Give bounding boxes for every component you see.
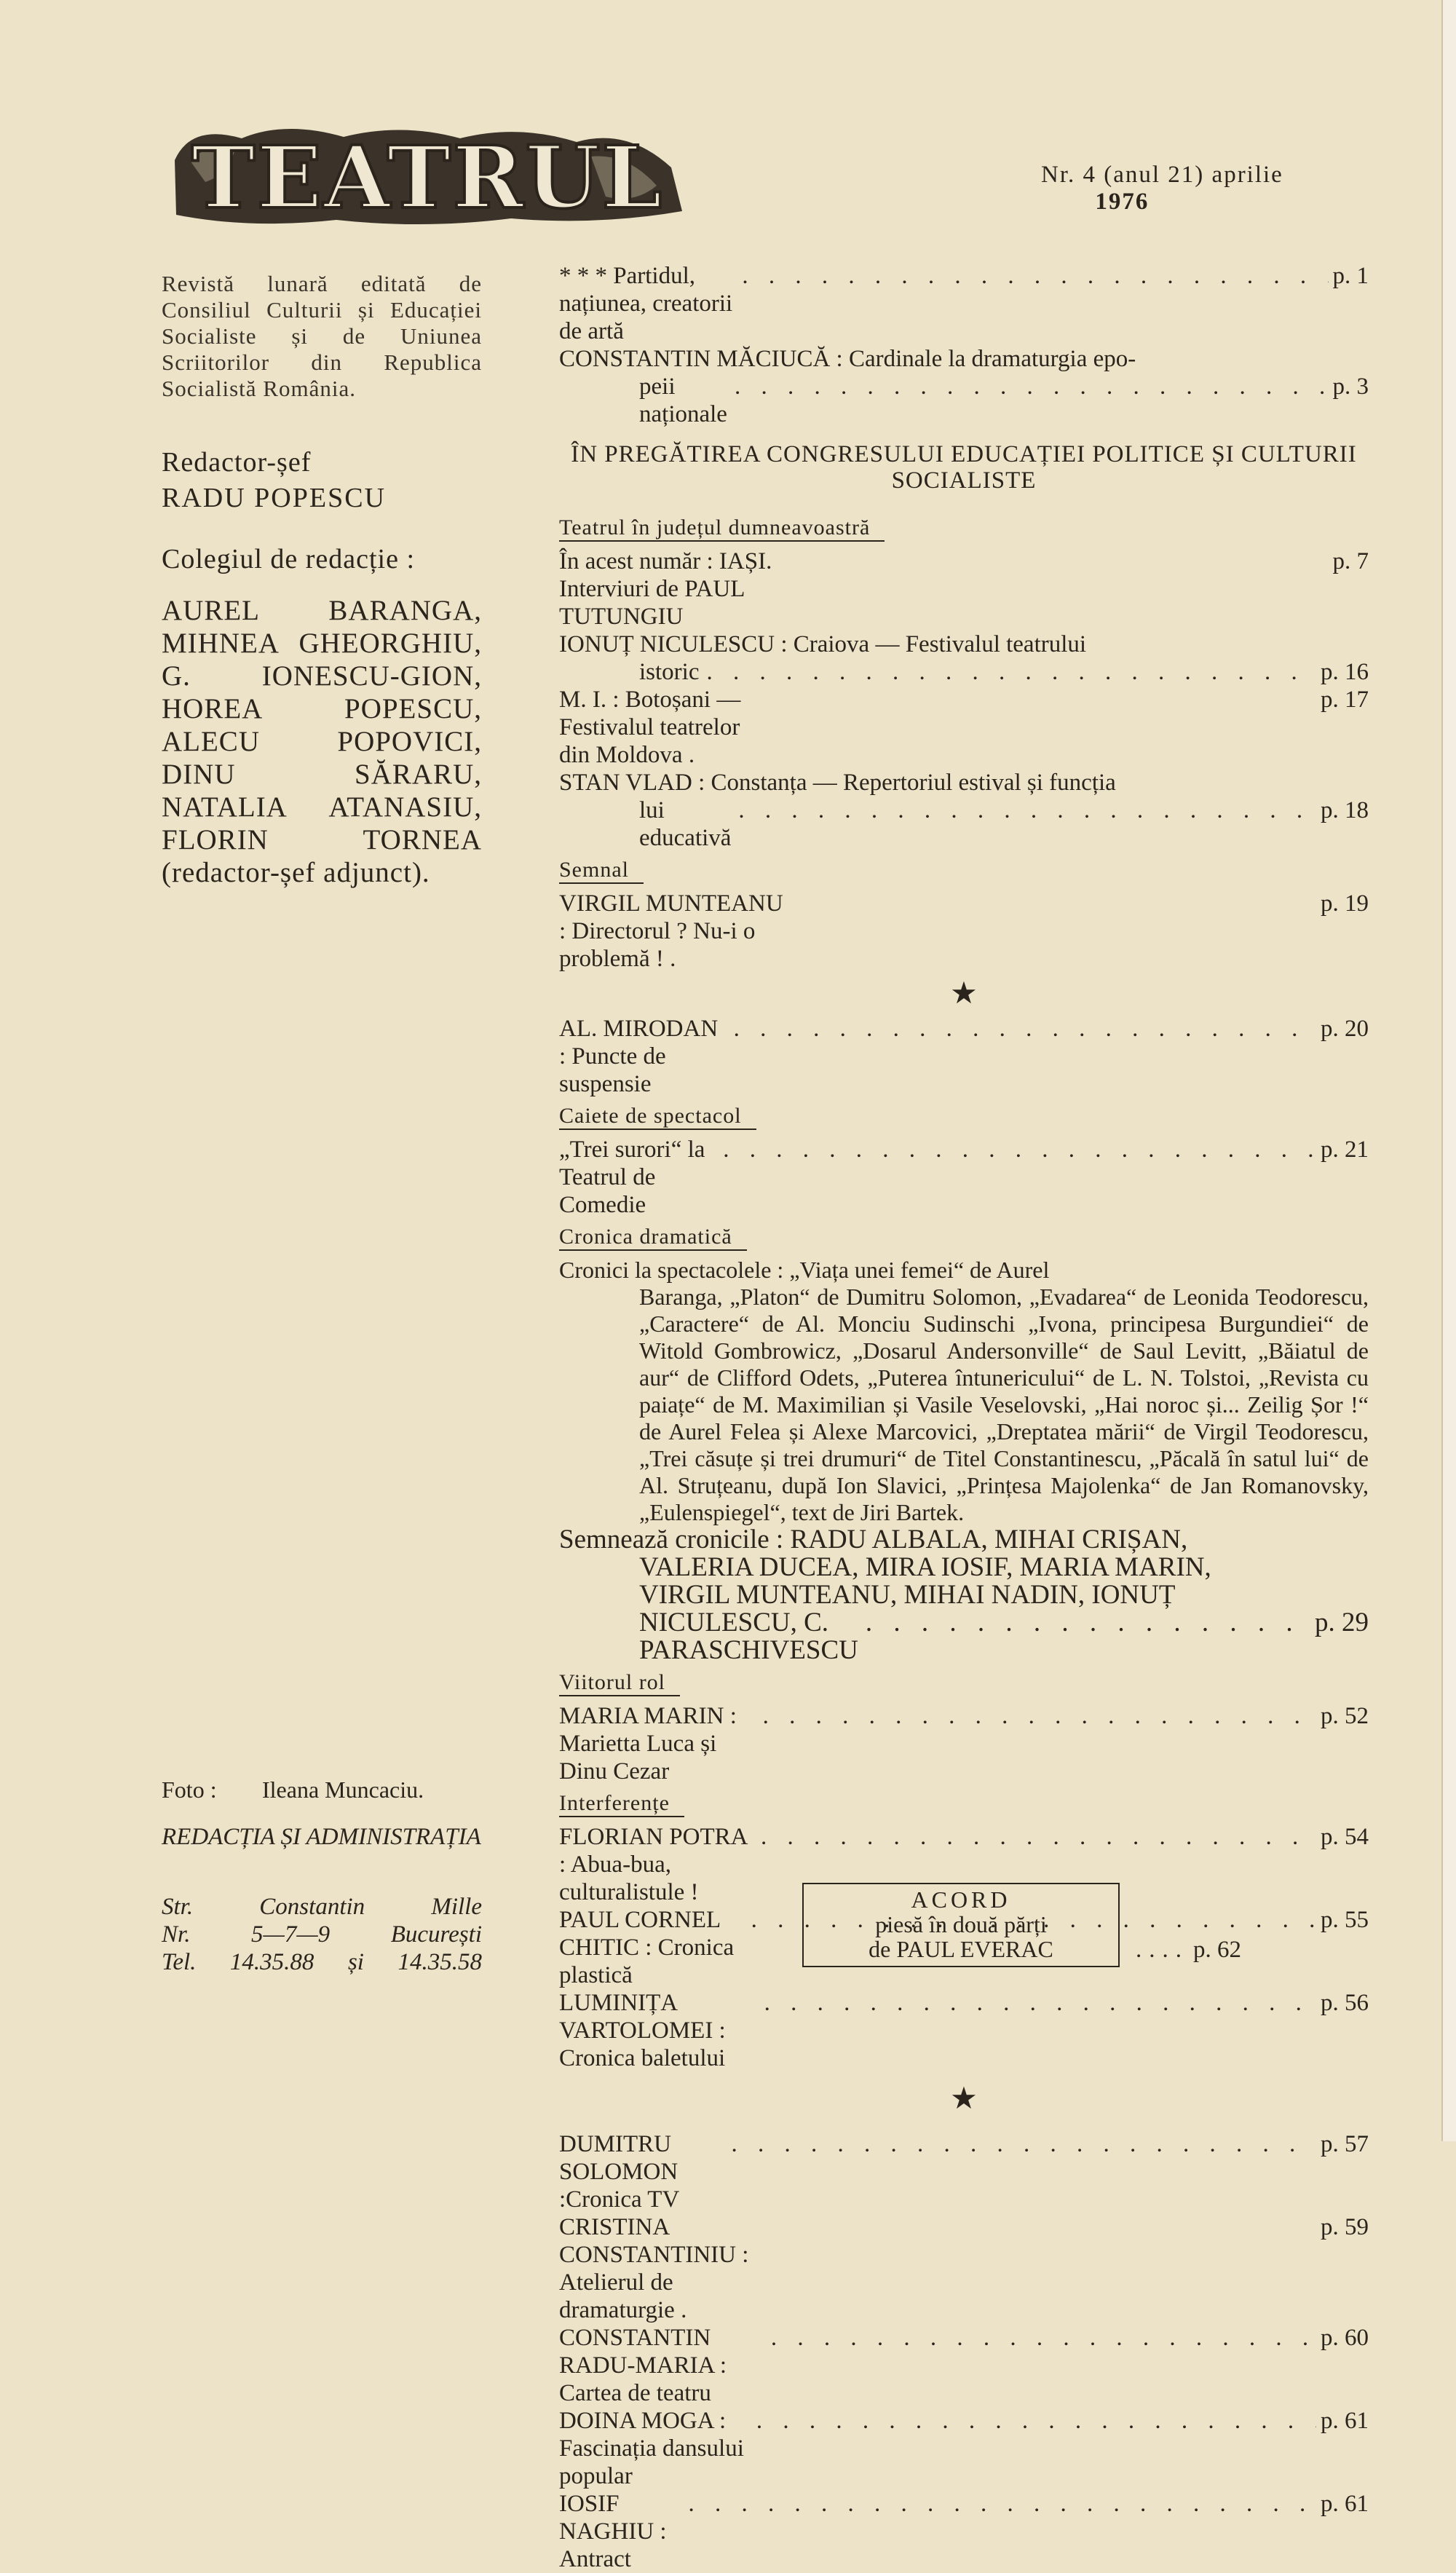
acord-author: de PAUL EVERAC	[869, 1936, 1053, 1962]
admin-label: REDACȚIA ȘI ADMINISTRAȚIA	[162, 1824, 481, 1850]
toc-entry-text: istoric	[639, 659, 700, 685]
toc-entry-text: * * * Partidul, națiunea, creatorii de artă	[559, 263, 733, 344]
addr-text: Nr.	[162, 1921, 191, 1948]
cronici-entry[interactable]	[559, 1257, 1369, 1526]
acord-title: ACORD	[911, 1886, 1011, 1913]
leader-dots	[727, 373, 1329, 400]
toc-entry-cont	[559, 658, 1369, 686]
issue-year: 1976	[1095, 189, 1150, 215]
leader-dots	[681, 2490, 1316, 2518]
issue-line: Nr. 4 (anul 21) aprilie	[1041, 162, 1283, 188]
toc-page: p. 1	[1332, 263, 1369, 289]
toc-entry[interactable]	[559, 686, 1369, 769]
addr-text: 14.35.88	[229, 1949, 314, 1975]
toc-entry[interactable]	[559, 2407, 1369, 2490]
logo-graphic	[162, 116, 693, 233]
table-of-contents	[559, 262, 1369, 2573]
sidebar	[162, 271, 482, 1975]
toc-entry[interactable]	[559, 2490, 1369, 2573]
toc-page: p. 55	[1321, 1907, 1369, 1933]
toc-page: p. 29	[1315, 1608, 1369, 1637]
toc-page: p. 20	[1321, 1016, 1369, 1042]
toc-page: p. 19	[1321, 890, 1369, 917]
toc-page: p. 3	[1332, 374, 1369, 400]
toc-entry-text: peii naționale	[639, 374, 727, 427]
toc-page: p. 62	[1193, 1937, 1241, 1963]
editor-name: RADU POPESCU	[162, 483, 387, 513]
toc-page: p. 54	[1321, 1824, 1369, 1850]
toc-entry[interactable]	[559, 769, 1369, 797]
leader-dots	[716, 1136, 1316, 1163]
section-label: Caiete de spectacol	[559, 1104, 756, 1130]
star-icon: ★	[950, 977, 978, 1011]
toc-entry-cont	[559, 373, 1369, 428]
toc-entry-text: STAN VLAD : Constanța — Repertoriul estival și funcția	[559, 770, 1116, 796]
toc-entry-cont	[559, 1609, 1369, 1664]
toc-page: p. 17	[1321, 687, 1369, 713]
signatories-text: VIRGIL MUNTEANU, MIHAI NADIN, IONUȚ	[639, 1580, 1176, 1610]
board-members: AUREL BARANGA, MIHNEA GHEORGHIU, G. IONESCU-GION, HOREA POPESCU, ALECU POPOVICI, DINU SĂRARU, NATALIA ATANASIU, FLORIN TORNEA (redactor-șef adjunct).	[162, 595, 482, 888]
acord-page-ref	[1136, 1937, 1241, 1964]
leader-dots: ....	[1136, 1937, 1189, 1963]
leader-dots	[724, 2130, 1316, 2158]
toc-entry[interactable]	[559, 1136, 1369, 1219]
toc-entry[interactable]	[559, 345, 1369, 373]
leader-dots	[757, 1989, 1316, 2017]
toc-entry-text: IONUȚ NICULESCU : Craiova — Festivalul teatrului	[559, 631, 1087, 657]
editor-role: Redactor-șef	[162, 447, 312, 478]
toc-entry[interactable]	[559, 548, 1369, 631]
addr-text: Str.	[162, 1894, 194, 1920]
leader-dots	[858, 1609, 1310, 1637]
toc-entry-text: În acest număr : IAȘI. Interviuri de PAUL TUTUNGIU	[559, 548, 772, 630]
toc-entry-text: CONSTANTIN RADU-MARIA : Cartea de teatru	[559, 2325, 727, 2406]
addr-text: 14.35.58	[397, 1949, 482, 1975]
section-label: Teatrul în județul dumneavoastră	[559, 515, 885, 542]
toc-entry[interactable]	[559, 631, 1369, 658]
page-edge	[1441, 0, 1456, 2141]
addr-text: Constantin	[259, 1894, 365, 1920]
toc-entry-text: VIRGIL MUNTEANU : Directorul ? Nu-i o problemă ! .	[559, 890, 783, 972]
section-label: Interferențe	[559, 1791, 684, 1817]
section-label: Semnal	[559, 858, 644, 884]
leader-dots	[731, 797, 1316, 824]
addr-text: București	[390, 1921, 482, 1948]
publisher-description: Revistă lunară editată de Consiliul Culturii și Educației Socialiste și de Uniunea Scriitorilor din Republica Socialistă România.	[162, 271, 482, 401]
photo-label: Foto :	[162, 1776, 217, 1803]
toc-page: p. 56	[1321, 1990, 1369, 2016]
leader-dots	[764, 2324, 1316, 2352]
addr-text: Tel.	[162, 1949, 197, 1975]
logo-text: TEATRUL	[191, 127, 664, 228]
toc-entry[interactable]	[559, 890, 1369, 973]
toc-entry-text: CONSTANTIN MĂCIUCĂ : Cardinale la dramaturgia epo-	[559, 346, 1136, 372]
signatories-text: NICULESCU, C. PARASCHIVESCU	[639, 1608, 858, 1665]
section-heading: ÎN PREGĂTIREA CONGRESULUI EDUCAȚIEI POLITICE ȘI CULTURII SOCIALISTE	[571, 441, 1357, 494]
toc-page: p. 52	[1321, 1703, 1369, 1729]
addr-text: 5—7—9	[251, 1921, 331, 1948]
photo-credit	[162, 1776, 482, 1803]
toc-entry-text: IOSIF NAGHIU : Antract	[559, 2491, 667, 2572]
toc-entry-text: LUMINIȚA VARTOLOMEI : Cronica baletului	[559, 1990, 726, 2071]
toc-entry-text: CRISTINA CONSTANTINIU : Atelierul de dramaturgie .	[559, 2214, 749, 2323]
toc-entry-cont	[559, 797, 1369, 852]
toc-entry[interactable]	[559, 1989, 1369, 2072]
leader-dots	[749, 2407, 1316, 2435]
toc-entry[interactable]	[559, 2213, 1369, 2324]
addr-text: Mille	[431, 1894, 482, 1920]
address	[162, 1893, 482, 1976]
toc-page: p. 61	[1321, 2408, 1369, 2434]
issue-info	[1041, 162, 1283, 216]
signatories-text: Semnează cronicile : RADU ALBALA, MIHAI CRIȘAN,	[559, 1525, 1188, 1554]
toc-entry[interactable]	[559, 262, 1369, 345]
toc-page: p. 16	[1321, 659, 1369, 685]
leader-dots	[699, 658, 1316, 686]
toc-entry-text: lui educativă	[639, 797, 732, 851]
leader-dots	[756, 1702, 1316, 1730]
toc-entry-text: DOINA MOGA : Fascinația dansului popular	[559, 2408, 744, 2489]
toc-page: p. 21	[1321, 1137, 1369, 1163]
leader-dots	[753, 1823, 1316, 1851]
toc-entry-text: AL. MIRODAN : Puncte de suspensie	[559, 1016, 719, 1097]
toc-entry-text: FLORIAN POTRA : Abua-bua, culturalistule !	[559, 1824, 747, 1905]
acord-subtitle: piesă în două părți	[875, 1911, 1047, 1937]
toc-entry-text: M. I. : Botoșani — Festivalul teatrelor din Moldova .	[559, 687, 741, 768]
signatories-entry[interactable]	[559, 1526, 1369, 1609]
toc-entry-text: DUMITRU SOLOMON :Cronica TV	[559, 2131, 680, 2213]
toc-page: p. 59	[1321, 2214, 1369, 2240]
toc-page: p. 57	[1321, 2131, 1369, 2157]
toc-entry-text: MARIA MARIN : Marietta Luca și Dinu Cezar	[559, 1703, 737, 1784]
toc-entry[interactable]	[559, 1702, 1369, 1785]
toc-page: p. 61	[1321, 2491, 1369, 2517]
toc-page: p. 60	[1321, 2325, 1369, 2351]
toc-entry[interactable]	[559, 2130, 1369, 2213]
toc-page: p. 7	[1332, 548, 1369, 574]
signatories-text: VALERIA DUCEA, MIRA IOSIF, MARIA MARIN,	[639, 1552, 1211, 1582]
cronici-text: Cronici la spectacolele : „Viața unei femei“ de Aurel	[559, 1257, 1050, 1283]
photo-name: Ileana Muncaciu.	[262, 1776, 424, 1803]
toc-entry-text: PAUL CORNEL CHITIC : Cronica plastică	[559, 1907, 735, 1988]
cronici-text: Baranga, „Platon“ de Dumitru Solomon, „Evadarea“ de Leonida Teodorescu, „Caractere“ de Al. Monciu Sudinschi „Ivona, principesa Burgundiei“ de Witold Gombrowicz, „Dosarul Andersonville“ de Saul Levitt, „Băiatul de aur“ de Clifford Odets, „Puterea întunericului“ de L. N. Tolstoi, „Revista cu paiațe“ de M. Maximilian și Vasile Veselovski, „Hai noroc și... Zeilig Șor !“ de Aurel Felea și Alexe Marcovici, „Dreptatea mării“ de Virgil Teodorescu, „Trei căsuțe și trei drumuri“ de Titel Constantinescu, „Păcală în satul lui“ de Al. Struțeanu, după Ion Slavici, „Prințesa Majolenka“ de Jan Romanovsky, „Eulenspiegel“, text de Jiri Bartek.	[639, 1284, 1369, 1525]
leader-dots	[735, 262, 1328, 290]
section-label: Viitorul rol	[559, 1670, 680, 1696]
board-label: Colegiul de redacție :	[162, 544, 416, 574]
toc-entry[interactable]	[559, 2324, 1369, 2407]
section-label: Cronica dramatică	[559, 1225, 747, 1251]
toc-entry-text: „Trei surori“ la Teatrul de Comedie	[559, 1137, 705, 1218]
leader-dots	[727, 1015, 1316, 1043]
masthead-logo	[162, 116, 693, 233]
toc-page: p. 18	[1321, 797, 1369, 823]
acord-box[interactable]	[802, 1883, 1120, 1967]
addr-text: și	[347, 1949, 364, 1975]
star-icon: ★	[950, 2082, 978, 2116]
toc-entry[interactable]	[559, 1015, 1369, 1098]
